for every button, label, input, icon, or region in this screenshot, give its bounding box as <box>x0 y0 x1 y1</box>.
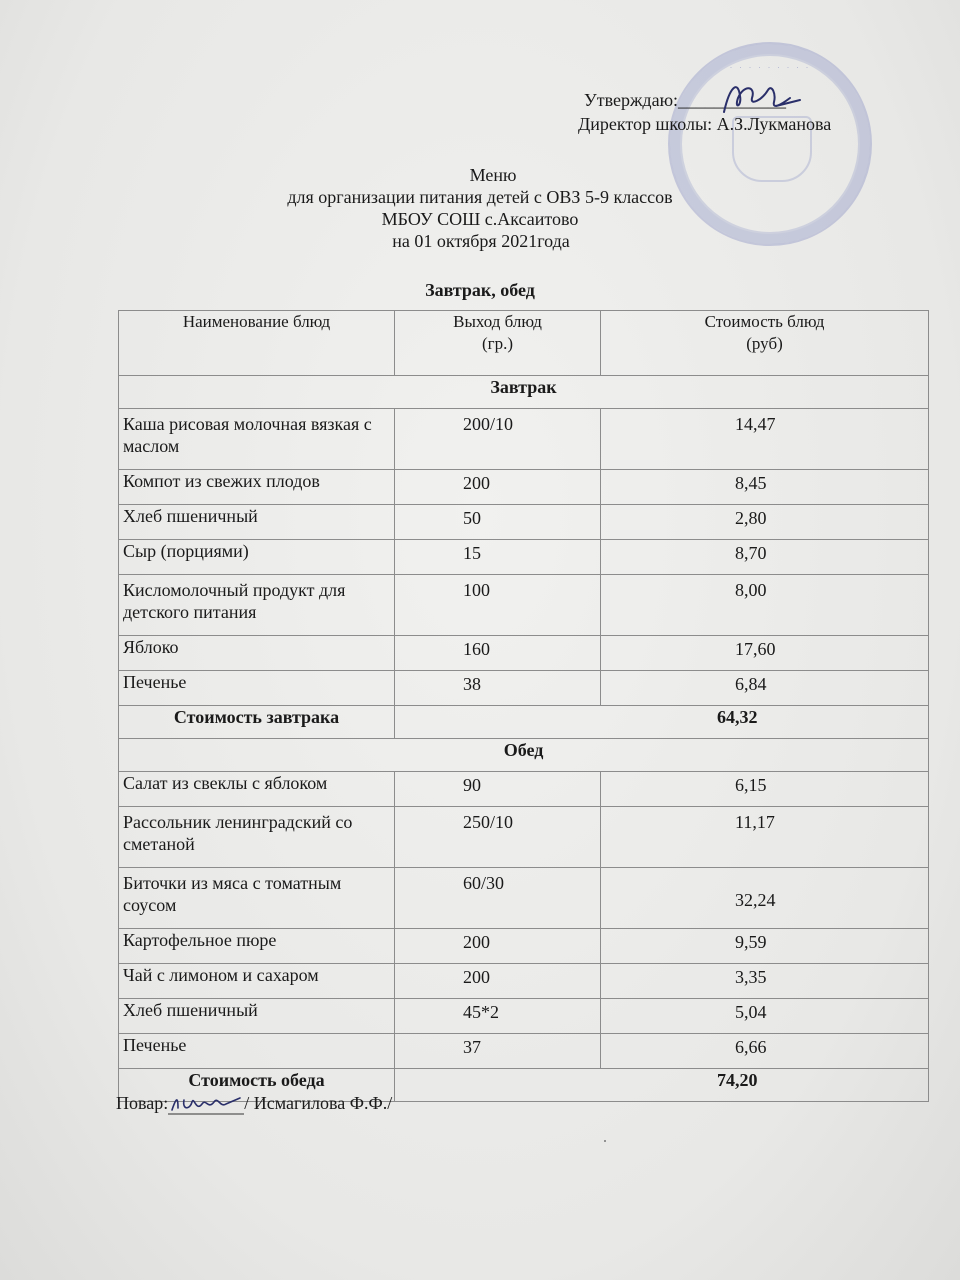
col-header-output: Выход блюд (гр.) <box>395 311 601 376</box>
table-row <box>119 772 929 807</box>
cook-signature-line <box>116 1092 392 1114</box>
menu-date: на 01 октября 2021года <box>392 231 570 251</box>
dish-cost: 17,60 <box>601 636 929 671</box>
dish-name: Печенье <box>119 671 395 706</box>
dish-output: 100 <box>395 575 601 636</box>
table-row <box>119 505 929 540</box>
dish-name: Картофельное пюре <box>119 929 395 964</box>
dish-cost: 32,24 <box>601 868 929 929</box>
dish-cost: 8,00 <box>601 575 929 636</box>
dish-output: 50 <box>395 505 601 540</box>
table-row <box>119 575 929 636</box>
seal-ring-text: · · · · · · · · · <box>729 62 811 72</box>
dish-cost: 6,66 <box>601 1034 929 1069</box>
table-row <box>119 1034 929 1069</box>
dish-output: 15 <box>395 540 601 575</box>
dish-output: 37 <box>395 1034 601 1069</box>
cook-name: / Исмагилова Ф.Ф./ <box>244 1093 393 1113</box>
director-name: А.З.Лукманова <box>716 114 832 134</box>
dish-output: 90 <box>395 772 601 807</box>
document-title-block <box>0 164 960 252</box>
table-row <box>119 540 929 575</box>
dish-output: 60/30 <box>395 868 601 929</box>
table-row <box>119 807 929 868</box>
cook-label: Повар: <box>116 1093 169 1113</box>
dish-name: Хлеб пшеничный <box>119 505 395 540</box>
table-row <box>119 671 929 706</box>
dish-name: Каша рисовая молочная вязкая с маслом <box>119 409 395 470</box>
table-row <box>119 964 929 999</box>
dish-cost: 3,35 <box>601 964 929 999</box>
table-row <box>119 999 929 1034</box>
dish-output: 200/10 <box>395 409 601 470</box>
dish-cost: 9,59 <box>601 929 929 964</box>
dish-output: 250/10 <box>395 807 601 868</box>
dish-output: 200 <box>395 470 601 505</box>
dish-cost: 14,47 <box>601 409 929 470</box>
approve-label: Утверждаю: <box>584 90 679 110</box>
dish-name: Чай с лимоном и сахаром <box>119 964 395 999</box>
section-title: Обед <box>119 739 929 772</box>
dish-name: Сыр (порциями) <box>119 540 395 575</box>
total-label: Стоимость обеда <box>119 1069 395 1102</box>
school-name: МБОУ СОШ с.Аксаитово <box>381 209 579 229</box>
director-signature <box>716 76 806 120</box>
table-row <box>119 868 929 929</box>
dish-output: 200 <box>395 929 601 964</box>
document-subtitle: для организации питания детей с ОВЗ 5-9 классов <box>287 187 673 207</box>
table-row <box>119 409 929 470</box>
dish-cost: 6,84 <box>601 671 929 706</box>
table-row <box>119 470 929 505</box>
col-header-cost: Стоимость блюд (руб) <box>601 311 929 376</box>
dish-cost: 11,17 <box>601 807 929 868</box>
dish-name: Хлеб пшеничный <box>119 999 395 1034</box>
section-row-breakfast <box>119 376 929 409</box>
document-title: Меню <box>469 165 517 185</box>
dish-name: Печенье <box>119 1034 395 1069</box>
dish-name: Биточки из мяса с томатным соусом <box>119 868 395 929</box>
meal-heading: Завтрак, обед <box>425 280 535 300</box>
cook-signature <box>168 1092 244 1114</box>
dish-name: Рассольник ленинградский со сметаной <box>119 807 395 868</box>
dish-cost: 2,80 <box>601 505 929 540</box>
director-label: Директор школы: <box>578 114 713 134</box>
dish-cost: 5,04 <box>601 999 929 1034</box>
dish-output: 45*2 <box>395 999 601 1034</box>
menu-table <box>118 310 929 1102</box>
dish-name: Салат из свеклы с яблоком <box>119 772 395 807</box>
table-header-row <box>119 311 929 376</box>
dish-name: Яблоко <box>119 636 395 671</box>
approve-line: Утверждаю:____________ <box>584 90 787 110</box>
table-row <box>119 929 929 964</box>
total-value: 74,20 <box>395 1069 929 1102</box>
dish-name: Кисломолочный продукт для детского питания <box>119 575 395 636</box>
dish-cost: 8,70 <box>601 540 929 575</box>
breakfast-total-row <box>119 706 929 739</box>
dish-output: 38 <box>395 671 601 706</box>
dish-cost: 8,45 <box>601 470 929 505</box>
dish-output: 160 <box>395 636 601 671</box>
total-label: Стоимость завтрака <box>119 706 395 739</box>
total-value: 64,32 <box>395 706 929 739</box>
col-header-name: Наименование блюд <box>119 311 395 376</box>
dish-name: Компот из свежих плодов <box>119 470 395 505</box>
section-title: Завтрак <box>119 376 929 409</box>
table-row <box>119 636 929 671</box>
dish-cost: 6,15 <box>601 772 929 807</box>
paper-speck <box>604 1140 606 1142</box>
dish-output: 200 <box>395 964 601 999</box>
section-row-lunch <box>119 739 929 772</box>
